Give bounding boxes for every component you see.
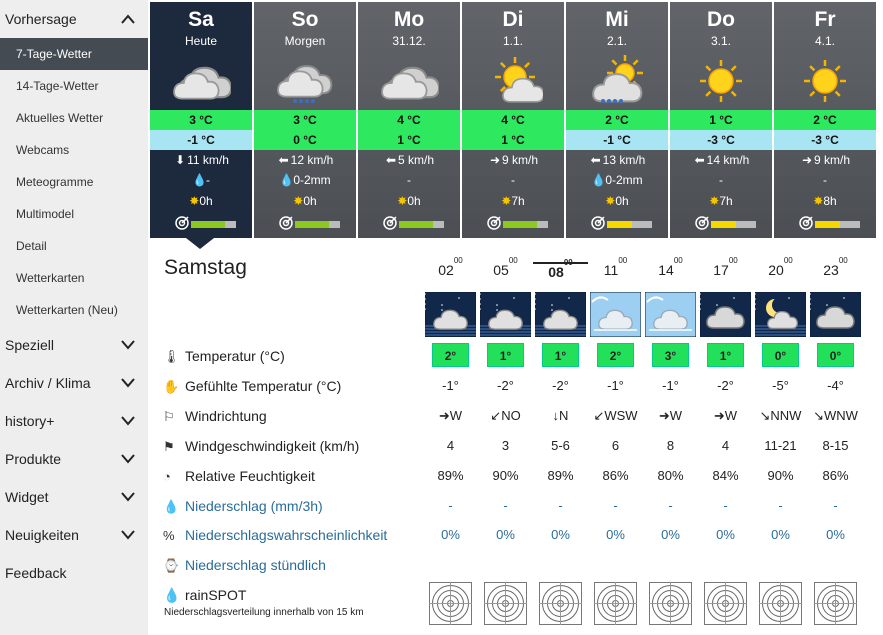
param-cell: -1° xyxy=(662,378,679,393)
day-wind xyxy=(254,150,356,170)
day-confidence xyxy=(150,212,252,234)
thermometer-icon: 🌡 xyxy=(163,349,180,364)
moon-cloud-icon xyxy=(755,292,806,337)
sidebar-item-wetterkarten[interactable]: Wetterkarten xyxy=(16,271,85,285)
day-name: Sa xyxy=(188,8,214,31)
day-precip xyxy=(462,170,564,190)
day-sunshine-hours: 0h xyxy=(407,194,421,208)
day-wind xyxy=(566,150,668,170)
chevron-down-icon[interactable] xyxy=(120,364,136,402)
day-precip xyxy=(670,170,772,190)
temperature-value: 1° xyxy=(487,343,524,367)
day-max-temp: 4 °C xyxy=(358,110,460,130)
day-wind-speed: 12 km/h xyxy=(290,153,334,167)
day-precip xyxy=(566,170,668,190)
minute-value: 00 xyxy=(783,256,793,266)
day-sunshine xyxy=(670,190,772,212)
param-cell: 3 xyxy=(501,438,510,453)
sidebar-section-speziell[interactable] xyxy=(0,326,148,364)
day-date: Heute xyxy=(184,34,218,48)
day-date: 3.1. xyxy=(710,34,731,48)
param-cell xyxy=(808,342,863,370)
chevron-up-icon[interactable] xyxy=(120,0,136,38)
hour-header[interactable] xyxy=(478,256,533,286)
param-cell: 0% xyxy=(826,527,845,542)
param-cell: -2° xyxy=(497,378,514,393)
sidebar-item-webcams[interactable]: Webcams xyxy=(16,143,70,157)
rainspot-grid[interactable] xyxy=(704,582,747,625)
confidence-bar-fill xyxy=(191,221,225,228)
rainspot-subtitle: Niederschlagsverteilung innerhalb von 15 km xyxy=(164,607,364,618)
day-column-so[interactable] xyxy=(254,2,356,238)
param-cell: 0% xyxy=(551,527,570,542)
confidence-bar-fill xyxy=(503,221,537,228)
day-wind-speed: 11 km/h xyxy=(187,153,229,167)
night-cloud-icon xyxy=(535,292,586,337)
arrow-down-icon: ⬇ xyxy=(175,153,186,167)
param-cell: 89% xyxy=(437,468,464,483)
param-cell: -2° xyxy=(552,378,569,393)
day-sunshine xyxy=(774,190,876,212)
cloudy-icon xyxy=(358,50,460,110)
drop-icon: 💧 xyxy=(279,173,295,187)
day-precip xyxy=(774,170,876,190)
sidebar-section-widget[interactable] xyxy=(0,478,148,516)
day-date: Morgen xyxy=(284,34,326,48)
day-precip-value: 0-2mm xyxy=(605,173,643,187)
day-column-di[interactable] xyxy=(462,2,564,238)
param-label-text: Windrichtung xyxy=(185,408,267,424)
cloudy-snow-icon xyxy=(254,50,356,110)
param-row-label xyxy=(163,402,267,430)
sun-icon: ✸ xyxy=(501,194,512,208)
day-confidence xyxy=(670,212,772,234)
cloudy-icon xyxy=(810,292,861,337)
sidebar-section-archiv-klima[interactable] xyxy=(0,364,148,402)
sun-cloud-icon xyxy=(462,50,564,110)
param-cell: - xyxy=(558,498,563,513)
day-sunshine-hours: 0h xyxy=(303,194,317,208)
param-cell: 86% xyxy=(602,468,629,483)
sun-icon: ✸ xyxy=(605,194,616,208)
day-min-temp: -1 °C xyxy=(566,130,668,150)
day-column-mi[interactable] xyxy=(566,2,668,238)
param-label-text: Gefühlte Temperatur (°C) xyxy=(185,378,342,394)
param-cell: 11-21 xyxy=(764,438,797,453)
rainspot-label xyxy=(163,587,246,604)
sun-icon: ✸ xyxy=(189,194,200,208)
param-cell: 4 xyxy=(446,438,455,453)
sun-icon: ✸ xyxy=(813,194,824,208)
chevron-down-icon[interactable] xyxy=(120,478,136,516)
param-cell: - xyxy=(833,498,838,513)
param-row-label[interactable] xyxy=(163,521,387,549)
hour-header[interactable] xyxy=(643,256,698,286)
arrow-left-icon: ⬅ xyxy=(694,153,705,167)
target-icon xyxy=(279,216,293,235)
param-label-text: Niederschlag stündlich xyxy=(185,557,326,573)
day-wind xyxy=(670,150,772,170)
day-confidence xyxy=(358,212,460,234)
cloudy-icon xyxy=(150,50,252,110)
day-wind xyxy=(358,150,460,170)
sun-icon: ✸ xyxy=(293,194,304,208)
param-cell xyxy=(643,342,698,370)
temperature-value: 2° xyxy=(597,343,634,367)
day-wind-speed: 9 km/h xyxy=(813,153,850,167)
minute-value: 00 xyxy=(673,256,683,266)
detail-day-title: Samstag xyxy=(164,256,247,279)
param-cell: 0% xyxy=(441,527,460,542)
day-precip xyxy=(254,170,356,190)
night-cloud-icon xyxy=(480,292,531,337)
confidence-bar-fill xyxy=(399,221,433,228)
day-name: Do xyxy=(707,8,735,31)
hour-value: 14 xyxy=(658,262,674,278)
temperature-value: 0° xyxy=(817,343,854,367)
hour-header[interactable] xyxy=(698,256,753,286)
param-cell xyxy=(423,342,478,370)
sun-icon: ✸ xyxy=(709,194,720,208)
rainspot-grid[interactable] xyxy=(649,582,692,625)
day-sunshine xyxy=(358,190,460,212)
day-forecast-strip xyxy=(150,2,883,238)
chevron-down-icon[interactable] xyxy=(120,326,136,364)
day-min-temp: -3 °C xyxy=(670,130,772,150)
day-column-do[interactable] xyxy=(670,2,772,238)
param-cell: - xyxy=(503,498,508,513)
confidence-bar xyxy=(295,221,340,228)
day-date: 1.1. xyxy=(502,34,523,48)
day-date: 31.12. xyxy=(392,34,426,48)
fog-cloud-icon xyxy=(645,292,696,337)
sidebar-item-7-tage-wetter[interactable]: 7-Tage-Wetter xyxy=(0,38,148,70)
param-cell xyxy=(753,342,808,370)
day-max-temp: 3 °C xyxy=(150,110,252,130)
param-cell: 8 xyxy=(666,438,675,453)
arrow-left-icon: ⬅ xyxy=(590,153,601,167)
day-name: So xyxy=(291,8,319,31)
hour-value: 17 xyxy=(713,262,729,278)
confidence-bar xyxy=(191,221,236,228)
minute-value: 00 xyxy=(618,256,628,266)
day-min-temp: 1 °C xyxy=(462,130,564,150)
day-precip-value: 0-2mm xyxy=(293,173,331,187)
hour-header[interactable] xyxy=(423,256,478,286)
target-icon xyxy=(695,216,709,235)
day-date: 4.1. xyxy=(814,34,835,48)
day-wind-speed: 9 km/h xyxy=(501,153,538,167)
param-cell: 80% xyxy=(657,468,684,483)
cloudy-icon xyxy=(700,292,751,337)
day-precip xyxy=(358,170,460,190)
day-precip-value: - xyxy=(407,173,411,187)
param-label-text: Windgeschwindigkeit (km/h) xyxy=(185,438,360,454)
day-precip-value: - xyxy=(511,173,515,187)
target-icon xyxy=(175,216,189,235)
sun-icon: ✸ xyxy=(397,194,408,208)
rainspot-grid[interactable] xyxy=(429,582,472,625)
chevron-down-icon[interactable] xyxy=(120,402,136,440)
param-cell: 86% xyxy=(822,468,849,483)
sidebar-item-multimodel[interactable]: Multimodel xyxy=(16,207,75,221)
day-confidence xyxy=(566,212,668,234)
day-column-sa[interactable] xyxy=(150,2,252,238)
day-max-temp: 3 °C xyxy=(254,110,356,130)
param-cell: - xyxy=(723,498,728,513)
confidence-bar xyxy=(815,221,860,228)
hour-header[interactable] xyxy=(533,258,588,286)
param-cell: 84% xyxy=(712,468,739,483)
param-cell: ➜W xyxy=(658,408,683,423)
param-cell: ↓N xyxy=(552,408,569,423)
percent-icon: % xyxy=(163,528,175,543)
flag-icon: ⚑ xyxy=(163,439,175,454)
rainspot-label-text: rainSPOT xyxy=(185,587,247,603)
param-cell: - xyxy=(448,498,453,513)
rainspot-grid[interactable] xyxy=(484,582,527,625)
day-column-fr[interactable] xyxy=(774,2,876,238)
temperature-value: 1° xyxy=(707,343,744,367)
arrow-left-icon: ⬅ xyxy=(385,153,397,167)
temperature-value: 1° xyxy=(542,343,579,367)
minute-value: 00 xyxy=(453,256,463,266)
param-label-text: Temperatur (°C) xyxy=(185,348,285,364)
confidence-bar-fill xyxy=(607,221,632,228)
arrow-right-icon: ➜ xyxy=(801,153,813,167)
param-cell: 5-6 xyxy=(551,438,570,453)
day-confidence xyxy=(254,212,356,234)
day-precip-value: - xyxy=(823,173,827,187)
gauge-icon: ◔ xyxy=(163,469,171,484)
param-cell xyxy=(588,342,643,370)
param-cell: 0% xyxy=(661,527,680,542)
target-icon xyxy=(383,216,397,235)
day-name: Fr xyxy=(814,8,836,31)
sidebar-section-label: Produkte xyxy=(5,451,62,467)
param-cell: 0% xyxy=(716,527,735,542)
confidence-bar xyxy=(399,221,444,228)
day-wind xyxy=(150,150,252,170)
drop-icon: 💧 xyxy=(591,173,607,187)
param-cell: -4° xyxy=(827,378,844,393)
day-wind-speed: 5 km/h xyxy=(397,153,434,167)
sidebar-section-label: Vorhersage xyxy=(5,11,77,27)
param-cell: 6 xyxy=(611,438,620,453)
sun-icon xyxy=(670,50,772,110)
drop-icon: 💧 xyxy=(163,499,180,514)
param-cell: ➜W xyxy=(713,408,738,423)
day-wind-speed: 13 km/h xyxy=(602,153,646,167)
day-precip-value: - xyxy=(206,173,210,187)
day-sunshine-hours: 8h xyxy=(823,194,837,208)
param-cell: -1° xyxy=(607,378,624,393)
day-max-temp: 1 °C xyxy=(670,110,772,130)
hour-header[interactable] xyxy=(753,256,808,286)
param-cell: -1° xyxy=(442,378,459,393)
param-cell: 0% xyxy=(606,527,625,542)
param-cell: -2° xyxy=(717,378,734,393)
day-min-temp: 1 °C xyxy=(358,130,460,150)
sidebar-section-produkte[interactable] xyxy=(0,440,148,478)
param-row-label xyxy=(163,462,315,490)
chevron-down-icon[interactable] xyxy=(120,440,136,478)
param-cell: ↙NO xyxy=(490,408,521,423)
sidebar-section-vorhersage[interactable] xyxy=(0,0,148,38)
param-cell: 90% xyxy=(767,468,794,483)
day-date: 2.1. xyxy=(606,34,627,48)
day-confidence xyxy=(462,212,564,234)
temperature-value: 0° xyxy=(762,343,799,367)
sidebar-item-meteogramme[interactable]: Meteogramme xyxy=(16,175,94,189)
sidebar-item-aktuelles-wetter[interactable]: Aktuelles Wetter xyxy=(16,111,104,125)
arrow-left-icon: ⬅ xyxy=(278,153,289,167)
sidebar-section-label: Neuigkeiten xyxy=(5,527,79,543)
sidebar-item-detail[interactable]: Detail xyxy=(16,239,47,253)
day-name: Di xyxy=(502,8,524,31)
param-label-text: Relative Feuchtigkeit xyxy=(185,468,315,484)
minute-value: 00 xyxy=(508,256,518,266)
confidence-bar xyxy=(711,221,756,228)
param-cell: - xyxy=(668,498,673,513)
hour-value: 20 xyxy=(768,262,784,278)
param-row-label[interactable] xyxy=(163,551,326,579)
sidebar-section-label: Speziell xyxy=(5,337,55,353)
sidebar-section-neuigkeiten[interactable] xyxy=(0,516,148,554)
day-name: Mo xyxy=(393,8,425,31)
confidence-bar-fill xyxy=(711,221,736,228)
sidebar-item-wetterkarten-neu-[interactable]: Wetterkarten (Neu) xyxy=(16,303,118,317)
param-cell: ↘WNW xyxy=(813,408,858,423)
fog-cloud-icon xyxy=(590,292,641,337)
target-icon xyxy=(591,216,605,235)
param-cell: 4 xyxy=(721,438,730,453)
param-row-label[interactable] xyxy=(163,492,323,520)
day-wind xyxy=(774,150,876,170)
day-sunshine xyxy=(150,190,252,212)
hour-value: 05 xyxy=(493,262,509,278)
day-min-temp: 0 °C xyxy=(254,130,356,150)
chevron-down-icon[interactable] xyxy=(120,516,136,554)
param-cell xyxy=(533,342,588,370)
selected-day-pointer xyxy=(186,238,214,249)
windsock-icon: ⚐ xyxy=(163,409,175,424)
hand-icon: ✋ xyxy=(163,379,180,394)
day-precip-value: - xyxy=(719,173,723,187)
confidence-bar-fill xyxy=(295,221,329,228)
day-name: Mi xyxy=(605,8,629,31)
sidebar-section-history-[interactable] xyxy=(0,402,148,440)
param-row-label xyxy=(163,372,341,400)
target-icon xyxy=(799,216,813,235)
confidence-bar xyxy=(503,221,548,228)
param-cell: 0% xyxy=(496,527,515,542)
target-icon xyxy=(487,216,501,235)
param-cell: - xyxy=(778,498,783,513)
sun-icon xyxy=(774,50,876,110)
day-column-mo[interactable] xyxy=(358,2,460,238)
sidebar-feedback-link[interactable]: Feedback xyxy=(5,565,67,581)
param-cell xyxy=(478,342,533,370)
hour-header[interactable] xyxy=(588,256,643,286)
hour-value: 11 xyxy=(603,262,619,278)
sidebar xyxy=(0,0,148,635)
sidebar-section-label: history+ xyxy=(5,413,55,429)
minute-value: 00 xyxy=(728,256,738,266)
param-row-label xyxy=(163,342,285,370)
night-cloud-icon xyxy=(425,292,476,337)
confidence-bar xyxy=(607,221,652,228)
rainspot-grid[interactable] xyxy=(814,582,857,625)
rainspot-grid[interactable] xyxy=(759,582,802,625)
param-cell: ↙WSW xyxy=(593,408,638,423)
drop-icon: 💧 xyxy=(192,173,207,187)
arrow-right-icon: ➜ xyxy=(489,153,501,167)
day-sunshine xyxy=(566,190,668,212)
rainspot-grid[interactable] xyxy=(594,582,637,625)
sidebar-item-14-tage-wetter[interactable]: 14-Tage-Wetter xyxy=(16,79,99,93)
param-cell: 0% xyxy=(771,527,790,542)
day-sunshine xyxy=(254,190,356,212)
minute-value: 00 xyxy=(563,258,573,268)
day-max-temp: 4 °C xyxy=(462,110,564,130)
day-wind-speed: 14 km/h xyxy=(706,153,750,167)
day-sunshine-hours: 7h xyxy=(511,194,525,208)
sun-cloud-snow-icon xyxy=(566,50,668,110)
day-wind xyxy=(462,150,564,170)
param-cell: - xyxy=(613,498,618,513)
rainspot-grid[interactable] xyxy=(539,582,582,625)
hour-value: 23 xyxy=(823,262,839,278)
day-sunshine-hours: 0h xyxy=(199,194,213,208)
sidebar-section-label: Archiv / Klima xyxy=(5,375,91,391)
minute-value: 00 xyxy=(838,256,848,266)
param-cell: ➜W xyxy=(438,408,463,423)
hour-value: 08 xyxy=(548,264,564,280)
day-precip xyxy=(150,170,252,190)
param-label-text: Niederschlagswahrscheinlichkeit xyxy=(185,527,388,543)
confidence-bar-fill xyxy=(815,221,840,228)
hour-header[interactable] xyxy=(808,256,863,286)
hour-value: 02 xyxy=(438,262,454,278)
param-cell: 89% xyxy=(547,468,574,483)
param-cell: ↘NNW xyxy=(759,408,802,423)
rain-hourly-icon: ⌚ xyxy=(163,558,180,573)
day-max-temp: 2 °C xyxy=(774,110,876,130)
param-cell xyxy=(698,342,753,370)
day-sunshine-hours: 7h xyxy=(719,194,733,208)
temperature-value: 3° xyxy=(652,343,689,367)
day-confidence xyxy=(774,212,876,234)
param-cell: 8-15 xyxy=(822,438,849,453)
param-row-label xyxy=(163,432,359,460)
param-label-text: Niederschlag (mm/3h) xyxy=(185,498,323,514)
temperature-value: 2° xyxy=(432,343,469,367)
day-sunshine xyxy=(462,190,564,212)
param-cell: 90% xyxy=(492,468,519,483)
day-sunshine-hours: 0h xyxy=(615,194,629,208)
sidebar-section-label: Widget xyxy=(5,489,49,505)
param-cell: -5° xyxy=(772,378,789,393)
day-max-temp: 2 °C xyxy=(566,110,668,130)
day-min-temp: -1 °C xyxy=(150,130,252,150)
day-min-temp: -3 °C xyxy=(774,130,876,150)
rainspot-drop-icon: 💧 xyxy=(163,587,181,603)
